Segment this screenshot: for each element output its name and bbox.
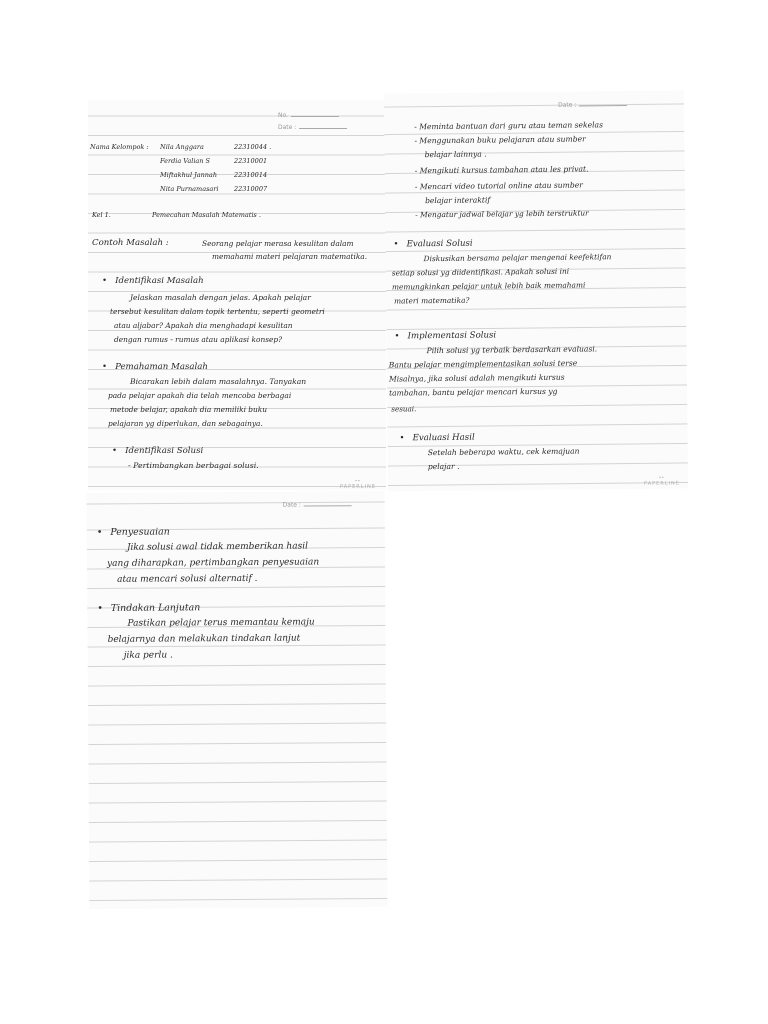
example-label: Contoh Masalah :	[92, 238, 169, 248]
member-nim: 22310001	[234, 157, 268, 165]
section-line: - Pertimbangkan berbagai solusi.	[128, 461, 259, 470]
section-line: Jika solusi awal tidak memberikan hasil	[126, 541, 308, 553]
section-line: pelajaran yg diperlukan, dan sebagainya.	[108, 419, 263, 428]
member-nim: 22310044 .	[234, 143, 272, 151]
paperline-logo: ⬩⬩ PAPERLINE	[340, 478, 376, 490]
section-title: • Evaluasi Solusi	[393, 238, 473, 250]
notebook-page-3	[87, 491, 388, 909]
solution-item: - Mengikuti kursus tambahan atau les privat.	[414, 164, 589, 176]
section-line: materi matematika?	[394, 295, 470, 306]
section-line: Bicarakan lebih dalam masalahnya. Tanyakan	[130, 377, 307, 386]
section-line: yang diharapkan, pertimbangkan penyesuaian	[107, 557, 320, 569]
bullet-icon: •	[97, 602, 103, 614]
section-title: • Tindakan Lanjutan	[97, 602, 201, 614]
section-title: • Pemahaman Masalah	[102, 362, 208, 372]
section-line: dengan rumus - rumus atau aplikasi konsep?	[114, 335, 283, 344]
section-line: atau aljabar? Apakah dia menghadapi kesulitan	[114, 321, 293, 330]
example-text: memahami materi pelajaran matematika.	[212, 252, 368, 261]
solution-item: - Mengatur jadwal belajar yg lebih terstruktur	[415, 208, 589, 220]
member-name: Nila Anggara	[160, 143, 204, 151]
member-nim: 22310014	[234, 171, 268, 179]
section-title: • Identifikasi Masalah	[102, 276, 204, 286]
section-line: tersebut kesulitan dalam topik tertentu, seperti geometri	[110, 307, 325, 316]
example-text: Seorang pelajar merasa kesulitan dalam	[202, 239, 354, 248]
section-line: Bantu pelajar mengimplementasikan solusi terse	[388, 358, 578, 370]
topic-number: Kel 1.	[92, 211, 111, 219]
paperline-logo: ⬩⬩ PAPERLINE	[643, 474, 680, 487]
section-line: jika perlu .	[123, 650, 173, 661]
section-line: sesuai.	[391, 404, 417, 414]
group-label: Nama Kelompok :	[90, 143, 149, 151]
bullet-icon: •	[399, 433, 405, 444]
notebook-page-1	[88, 100, 386, 490]
notebook-page-2	[384, 90, 688, 491]
section-line: Jelaskan masalah dengan jelas. Apakah pelajar	[130, 293, 311, 302]
section-title: • Penyesuaian	[96, 526, 170, 538]
bullet-icon: •	[393, 239, 399, 250]
bullet-icon: •	[102, 362, 108, 372]
member-name: Miftakhul Jannah	[160, 171, 217, 179]
section-line: Pilih solusi yg terbaik berdasarkan evaluasi.	[426, 344, 598, 356]
section-line: setiap solusi yg diidentifikasi. Apakah solusi ini	[391, 266, 570, 278]
section-title: • Evaluasi Hasil	[399, 432, 475, 444]
section-line: belajarnya dan melakukan tindakan lanjut	[107, 633, 301, 645]
section-line: pelajar .	[427, 461, 460, 472]
date-field: Date :	[283, 501, 352, 508]
solution-item: - Meminta bantuan dari guru atau teman sekelas	[414, 120, 604, 132]
topic-title: Pemecahan Masalah Matematis .	[152, 211, 261, 219]
member-name: Nita Purnamasari	[160, 185, 219, 193]
date-field: Date :	[278, 124, 347, 131]
section-title: • Implementasi Solusi	[394, 330, 497, 342]
member-name: Ferdia Valian S	[160, 157, 211, 165]
bullet-icon: •	[394, 331, 400, 342]
section-line: Diskusikan bersama pelajar mengenai keefektifan	[423, 252, 612, 264]
section-line: tambahan, bantu pelajar mencari kursus yg	[389, 386, 558, 398]
bullet-icon: •	[112, 446, 118, 456]
section-line: metode belajar, apakah dia memiliki buku	[110, 405, 268, 414]
page-number-field: No.	[278, 112, 339, 119]
section-line: Pastikan pelajar terus memantau kemaju	[127, 617, 315, 629]
solution-item: - Menggunakan buku pelajaran atau sumber	[414, 134, 586, 146]
bullet-icon: •	[96, 526, 103, 538]
member-nim: 22310007	[234, 185, 268, 193]
section-line: memungkinkan pelajar untuk lebih baik memahami	[391, 280, 586, 292]
section-line: Setelah beberapa waktu, cek kemajuan	[427, 446, 580, 458]
bullet-icon: •	[102, 276, 108, 286]
solution-item: - Mencari video tutorial online atau sumber	[414, 180, 583, 192]
section-line: Misalnya, jika solusi adalah mengikuti kursus	[388, 372, 565, 384]
date-field: Date :	[558, 101, 627, 109]
solution-item: belajar interaktif	[425, 195, 491, 206]
solution-item: belajar lainnya .	[424, 149, 487, 160]
section-line: atau mencari solusi alternatif .	[117, 573, 258, 585]
section-line: pada pelajar apakah dia telah mencoba berbagai	[108, 391, 292, 400]
section-title: • Identifikasi Solusi	[112, 446, 204, 456]
